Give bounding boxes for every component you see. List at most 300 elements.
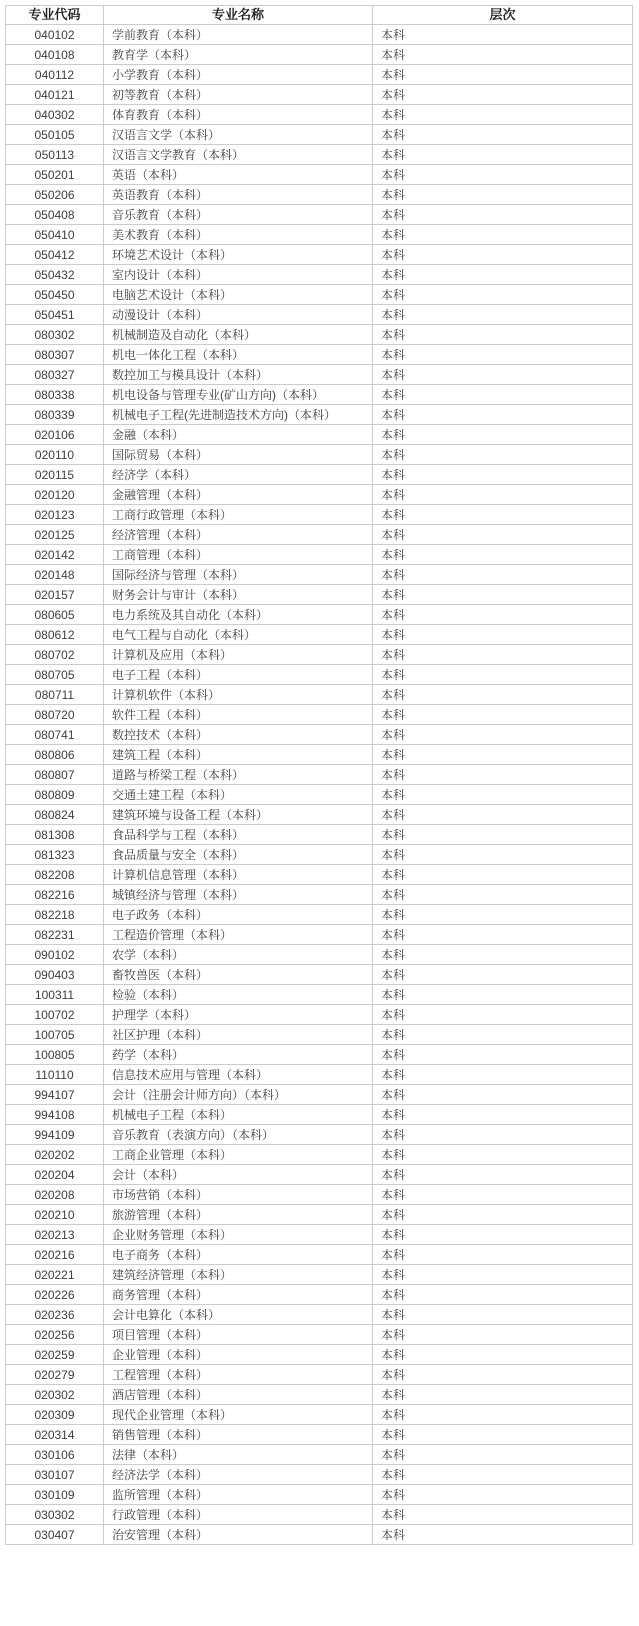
name-cell: 环境艺术设计（本科）	[104, 245, 373, 265]
level-cell: 本科	[373, 1465, 633, 1485]
code-cell: 080605	[6, 605, 104, 625]
name-cell: 机械制造及自动化（本科）	[104, 325, 373, 345]
table-row	[6, 205, 633, 225]
table-row	[6, 1265, 633, 1285]
level-cell: 本科	[373, 205, 633, 225]
table-row	[6, 305, 633, 325]
name-cell: 体育教育（本科）	[104, 105, 373, 125]
name-cell: 企业财务管理（本科）	[104, 1225, 373, 1245]
level-cell: 本科	[373, 925, 633, 945]
name-cell: 畜牧兽医（本科）	[104, 965, 373, 985]
level-cell: 本科	[373, 485, 633, 505]
level-cell: 本科	[373, 945, 633, 965]
table-row	[6, 1225, 633, 1245]
code-cell: 030407	[6, 1525, 104, 1545]
name-cell: 计算机软件（本科）	[104, 685, 373, 705]
level-cell: 本科	[373, 765, 633, 785]
level-cell: 本科	[373, 1365, 633, 1385]
name-cell: 国际经济与管理（本科）	[104, 565, 373, 585]
level-cell: 本科	[373, 345, 633, 365]
name-cell: 经济法学（本科）	[104, 1465, 373, 1485]
code-cell: 080809	[6, 785, 104, 805]
level-cell: 本科	[373, 825, 633, 845]
code-cell: 020226	[6, 1285, 104, 1305]
level-cell: 本科	[373, 605, 633, 625]
name-cell: 道路与桥梁工程（本科）	[104, 765, 373, 785]
name-cell: 电子政务（本科）	[104, 905, 373, 925]
level-cell: 本科	[373, 85, 633, 105]
code-cell: 020309	[6, 1405, 104, 1425]
name-cell: 经济学（本科）	[104, 465, 373, 485]
level-cell: 本科	[373, 965, 633, 985]
table-row	[6, 1165, 633, 1185]
name-cell: 经济管理（本科）	[104, 525, 373, 545]
name-cell: 城镇经济与管理（本科）	[104, 885, 373, 905]
level-cell: 本科	[373, 365, 633, 385]
name-cell: 会计电算化（本科）	[104, 1305, 373, 1325]
code-cell: 030302	[6, 1505, 104, 1525]
level-cell: 本科	[373, 905, 633, 925]
header-cell-level: 层次	[373, 6, 633, 25]
name-cell: 食品科学与工程（本科）	[104, 825, 373, 845]
code-cell: 100311	[6, 985, 104, 1005]
name-cell: 法律（本科）	[104, 1445, 373, 1465]
table-row	[6, 1045, 633, 1065]
table-row	[6, 385, 633, 405]
table-row	[6, 745, 633, 765]
level-cell: 本科	[373, 65, 633, 85]
level-cell: 本科	[373, 1205, 633, 1225]
level-cell: 本科	[373, 125, 633, 145]
table-row	[6, 1185, 633, 1205]
table-row	[6, 1205, 633, 1225]
level-cell: 本科	[373, 1425, 633, 1445]
code-cell: 050450	[6, 285, 104, 305]
table-row	[6, 1365, 633, 1385]
table-row	[6, 1065, 633, 1085]
level-cell: 本科	[373, 1505, 633, 1525]
level-cell: 本科	[373, 1405, 633, 1425]
name-cell: 机械电子工程（本科）	[104, 1105, 373, 1125]
name-cell: 金融（本科）	[104, 425, 373, 445]
code-cell: 050451	[6, 305, 104, 325]
level-cell: 本科	[373, 1125, 633, 1145]
table-row	[6, 885, 633, 905]
level-cell: 本科	[373, 305, 633, 325]
name-cell: 国际贸易（本科）	[104, 445, 373, 465]
level-cell: 本科	[373, 1265, 633, 1285]
level-cell: 本科	[373, 1225, 633, 1245]
name-cell: 室内设计（本科）	[104, 265, 373, 285]
name-cell: 初等教育（本科）	[104, 85, 373, 105]
code-cell: 100805	[6, 1045, 104, 1065]
table-row	[6, 1385, 633, 1405]
name-cell: 机电一体化工程（本科）	[104, 345, 373, 365]
level-cell: 本科	[373, 1485, 633, 1505]
level-cell: 本科	[373, 545, 633, 565]
table-row	[6, 945, 633, 965]
code-cell: 080806	[6, 745, 104, 765]
table-row	[6, 545, 633, 565]
name-cell: 电子商务（本科）	[104, 1245, 373, 1265]
table-row	[6, 105, 633, 125]
table-row	[6, 425, 633, 445]
code-cell: 050412	[6, 245, 104, 265]
table-row	[6, 265, 633, 285]
name-cell: 汉语言文学教育（本科）	[104, 145, 373, 165]
code-cell: 080705	[6, 665, 104, 685]
name-cell: 商务管理（本科）	[104, 1285, 373, 1305]
table-row	[6, 625, 633, 645]
code-cell: 020110	[6, 445, 104, 465]
name-cell: 工程造价管理（本科）	[104, 925, 373, 945]
table-row	[6, 1525, 633, 1545]
table-row	[6, 665, 633, 685]
table-row	[6, 125, 633, 145]
level-cell: 本科	[373, 1525, 633, 1545]
name-cell: 现代企业管理（本科）	[104, 1405, 373, 1425]
code-cell: 080711	[6, 685, 104, 705]
level-cell: 本科	[373, 445, 633, 465]
code-cell: 020236	[6, 1305, 104, 1325]
level-cell: 本科	[373, 585, 633, 605]
code-cell: 050432	[6, 265, 104, 285]
code-cell: 020256	[6, 1325, 104, 1345]
name-cell: 电子工程（本科）	[104, 665, 373, 685]
level-cell: 本科	[373, 165, 633, 185]
code-cell: 994108	[6, 1105, 104, 1125]
level-cell: 本科	[373, 45, 633, 65]
code-cell: 020202	[6, 1145, 104, 1165]
level-cell: 本科	[373, 725, 633, 745]
code-cell: 050201	[6, 165, 104, 185]
table-row	[6, 405, 633, 425]
name-cell: 旅游管理（本科）	[104, 1205, 373, 1225]
level-cell: 本科	[373, 1185, 633, 1205]
name-cell: 建筑工程（本科）	[104, 745, 373, 765]
table-row	[6, 1085, 633, 1105]
code-cell: 020216	[6, 1245, 104, 1265]
table-row	[6, 1345, 633, 1365]
code-cell: 020125	[6, 525, 104, 545]
code-cell: 080338	[6, 385, 104, 405]
code-cell: 080327	[6, 365, 104, 385]
table-row	[6, 1445, 633, 1465]
table-row	[6, 725, 633, 745]
level-cell: 本科	[373, 325, 633, 345]
name-cell: 市场营销（本科）	[104, 1185, 373, 1205]
table-row	[6, 805, 633, 825]
header-cell-name: 专业名称	[104, 6, 373, 25]
code-cell: 050113	[6, 145, 104, 165]
table-row	[6, 185, 633, 205]
code-cell: 020142	[6, 545, 104, 565]
level-cell: 本科	[373, 645, 633, 665]
code-cell: 020106	[6, 425, 104, 445]
code-cell: 020279	[6, 1365, 104, 1385]
code-cell: 082218	[6, 905, 104, 925]
code-cell: 030106	[6, 1445, 104, 1465]
name-cell: 电脑艺术设计（本科）	[104, 285, 373, 305]
table-row	[6, 985, 633, 1005]
name-cell: 动漫设计（本科）	[104, 305, 373, 325]
code-cell: 020208	[6, 1185, 104, 1205]
level-cell: 本科	[373, 1345, 633, 1365]
code-cell: 030107	[6, 1465, 104, 1485]
table-row	[6, 1465, 633, 1485]
level-cell: 本科	[373, 805, 633, 825]
name-cell: 企业管理（本科）	[104, 1345, 373, 1365]
table-row	[6, 145, 633, 165]
code-cell: 020221	[6, 1265, 104, 1285]
level-cell: 本科	[373, 1445, 633, 1465]
table-row	[6, 965, 633, 985]
code-cell: 020204	[6, 1165, 104, 1185]
table-row	[6, 1425, 633, 1445]
level-cell: 本科	[373, 1085, 633, 1105]
level-cell: 本科	[373, 1005, 633, 1025]
level-cell: 本科	[373, 265, 633, 285]
level-cell: 本科	[373, 525, 633, 545]
table-row	[6, 365, 633, 385]
level-cell: 本科	[373, 885, 633, 905]
table-row	[6, 1025, 633, 1045]
table-row	[6, 585, 633, 605]
level-cell: 本科	[373, 1245, 633, 1265]
code-cell: 040112	[6, 65, 104, 85]
name-cell: 农学（本科）	[104, 945, 373, 965]
level-cell: 本科	[373, 385, 633, 405]
table-row	[6, 85, 633, 105]
level-cell: 本科	[373, 285, 633, 305]
level-cell: 本科	[373, 105, 633, 125]
level-cell: 本科	[373, 865, 633, 885]
code-cell: 080720	[6, 705, 104, 725]
table-row	[6, 505, 633, 525]
table-row	[6, 1405, 633, 1425]
table-row	[6, 1105, 633, 1125]
code-cell: 040302	[6, 105, 104, 125]
name-cell: 音乐教育（本科）	[104, 205, 373, 225]
code-cell: 020302	[6, 1385, 104, 1405]
level-cell: 本科	[373, 1165, 633, 1185]
level-cell: 本科	[373, 245, 633, 265]
table-row	[6, 225, 633, 245]
table-row	[6, 925, 633, 945]
name-cell: 治安管理（本科）	[104, 1525, 373, 1545]
table-row	[6, 525, 633, 545]
code-cell: 020259	[6, 1345, 104, 1365]
table-row	[6, 45, 633, 65]
table-row	[6, 1325, 633, 1345]
table-row	[6, 485, 633, 505]
code-cell: 080339	[6, 405, 104, 425]
name-cell: 行政管理（本科）	[104, 1505, 373, 1525]
code-cell: 020314	[6, 1425, 104, 1445]
code-cell: 040108	[6, 45, 104, 65]
table-row	[6, 605, 633, 625]
name-cell: 工商企业管理（本科）	[104, 1145, 373, 1165]
table-body	[6, 25, 633, 1545]
name-cell: 会计（本科）	[104, 1165, 373, 1185]
name-cell: 建筑环境与设备工程（本科）	[104, 805, 373, 825]
name-cell: 工商管理（本科）	[104, 545, 373, 565]
table-row	[6, 845, 633, 865]
level-cell: 本科	[373, 785, 633, 805]
majors-table	[5, 5, 633, 1545]
table-row	[6, 1485, 633, 1505]
table-row	[6, 825, 633, 845]
code-cell: 050408	[6, 205, 104, 225]
table-row	[6, 685, 633, 705]
header-row	[6, 6, 633, 25]
name-cell: 检验（本科）	[104, 985, 373, 1005]
name-cell: 财务会计与审计（本科）	[104, 585, 373, 605]
table-row	[6, 1245, 633, 1265]
name-cell: 酒店管理（本科）	[104, 1385, 373, 1405]
level-cell: 本科	[373, 1065, 633, 1085]
code-cell: 080807	[6, 765, 104, 785]
name-cell: 项目管理（本科）	[104, 1325, 373, 1345]
level-cell: 本科	[373, 565, 633, 585]
name-cell: 社区护理（本科）	[104, 1025, 373, 1045]
name-cell: 食品质量与安全（本科）	[104, 845, 373, 865]
code-cell: 020148	[6, 565, 104, 585]
level-cell: 本科	[373, 1145, 633, 1165]
code-cell: 020210	[6, 1205, 104, 1225]
level-cell: 本科	[373, 845, 633, 865]
code-cell: 082208	[6, 865, 104, 885]
name-cell: 美术教育（本科）	[104, 225, 373, 245]
name-cell: 教育学（本科）	[104, 45, 373, 65]
code-cell: 081308	[6, 825, 104, 845]
code-cell: 090403	[6, 965, 104, 985]
code-cell: 020120	[6, 485, 104, 505]
level-cell: 本科	[373, 705, 633, 725]
table-row	[6, 65, 633, 85]
code-cell: 040102	[6, 25, 104, 45]
code-cell: 080702	[6, 645, 104, 665]
level-cell: 本科	[373, 25, 633, 45]
level-cell: 本科	[373, 1305, 633, 1325]
name-cell: 汉语言文学（本科）	[104, 125, 373, 145]
code-cell: 100702	[6, 1005, 104, 1025]
code-cell: 100705	[6, 1025, 104, 1045]
code-cell: 080612	[6, 625, 104, 645]
name-cell: 电气工程与自动化（本科）	[104, 625, 373, 645]
level-cell: 本科	[373, 185, 633, 205]
name-cell: 信息技术应用与管理（本科）	[104, 1065, 373, 1085]
code-cell: 080824	[6, 805, 104, 825]
code-cell: 050206	[6, 185, 104, 205]
name-cell: 英语教育（本科）	[104, 185, 373, 205]
code-cell: 020157	[6, 585, 104, 605]
name-cell: 小学教育（本科）	[104, 65, 373, 85]
name-cell: 交通土建工程（本科）	[104, 785, 373, 805]
level-cell: 本科	[373, 1045, 633, 1065]
level-cell: 本科	[373, 225, 633, 245]
name-cell: 工商行政管理（本科）	[104, 505, 373, 525]
code-cell: 082231	[6, 925, 104, 945]
page	[0, 5, 639, 1626]
table-row	[6, 765, 633, 785]
level-cell: 本科	[373, 1025, 633, 1045]
code-cell: 020115	[6, 465, 104, 485]
level-cell: 本科	[373, 1285, 633, 1305]
name-cell: 会计（注册会计师方向）（本科）	[104, 1085, 373, 1105]
code-cell: 030109	[6, 1485, 104, 1505]
table-row	[6, 785, 633, 805]
code-cell: 040121	[6, 85, 104, 105]
name-cell: 护理学（本科）	[104, 1005, 373, 1025]
table-row	[6, 1005, 633, 1025]
table-row	[6, 1505, 633, 1525]
table-row	[6, 865, 633, 885]
code-cell: 080741	[6, 725, 104, 745]
code-cell: 020213	[6, 1225, 104, 1245]
name-cell: 数控技术（本科）	[104, 725, 373, 745]
level-cell: 本科	[373, 625, 633, 645]
code-cell: 090102	[6, 945, 104, 965]
code-cell: 994109	[6, 1125, 104, 1145]
code-cell: 081323	[6, 845, 104, 865]
level-cell: 本科	[373, 985, 633, 1005]
table-row	[6, 345, 633, 365]
level-cell: 本科	[373, 145, 633, 165]
name-cell: 机械电子工程(先进制造技术方向)（本科）	[104, 405, 373, 425]
name-cell: 工程管理（本科）	[104, 1365, 373, 1385]
level-cell: 本科	[373, 505, 633, 525]
name-cell: 药学（本科）	[104, 1045, 373, 1065]
level-cell: 本科	[373, 425, 633, 445]
code-cell: 050105	[6, 125, 104, 145]
code-cell: 020123	[6, 505, 104, 525]
table-row	[6, 25, 633, 45]
table-row	[6, 905, 633, 925]
name-cell: 监所管理（本科）	[104, 1485, 373, 1505]
table-row	[6, 1305, 633, 1325]
name-cell: 音乐教育（表演方向）（本科）	[104, 1125, 373, 1145]
table-row	[6, 645, 633, 665]
table-row	[6, 1145, 633, 1165]
code-cell: 110110	[6, 1065, 104, 1085]
level-cell: 本科	[373, 1385, 633, 1405]
name-cell: 数控加工与模具设计（本科）	[104, 365, 373, 385]
table-row	[6, 245, 633, 265]
table-row	[6, 705, 633, 725]
name-cell: 计算机信息管理（本科）	[104, 865, 373, 885]
level-cell: 本科	[373, 685, 633, 705]
name-cell: 计算机及应用（本科）	[104, 645, 373, 665]
code-cell: 080302	[6, 325, 104, 345]
name-cell: 电力系统及其自动化（本科）	[104, 605, 373, 625]
code-cell: 994107	[6, 1085, 104, 1105]
table-row	[6, 465, 633, 485]
name-cell: 建筑经济管理（本科）	[104, 1265, 373, 1285]
table-row	[6, 1125, 633, 1145]
name-cell: 软件工程（本科）	[104, 705, 373, 725]
table-row	[6, 285, 633, 305]
level-cell: 本科	[373, 1105, 633, 1125]
code-cell: 080307	[6, 345, 104, 365]
table-row	[6, 325, 633, 345]
table-row	[6, 565, 633, 585]
header-cell-code: 专业代码	[6, 6, 104, 25]
level-cell: 本科	[373, 745, 633, 765]
level-cell: 本科	[373, 665, 633, 685]
table-row	[6, 445, 633, 465]
name-cell: 机电设备与管理专业(矿山方向)（本科）	[104, 385, 373, 405]
